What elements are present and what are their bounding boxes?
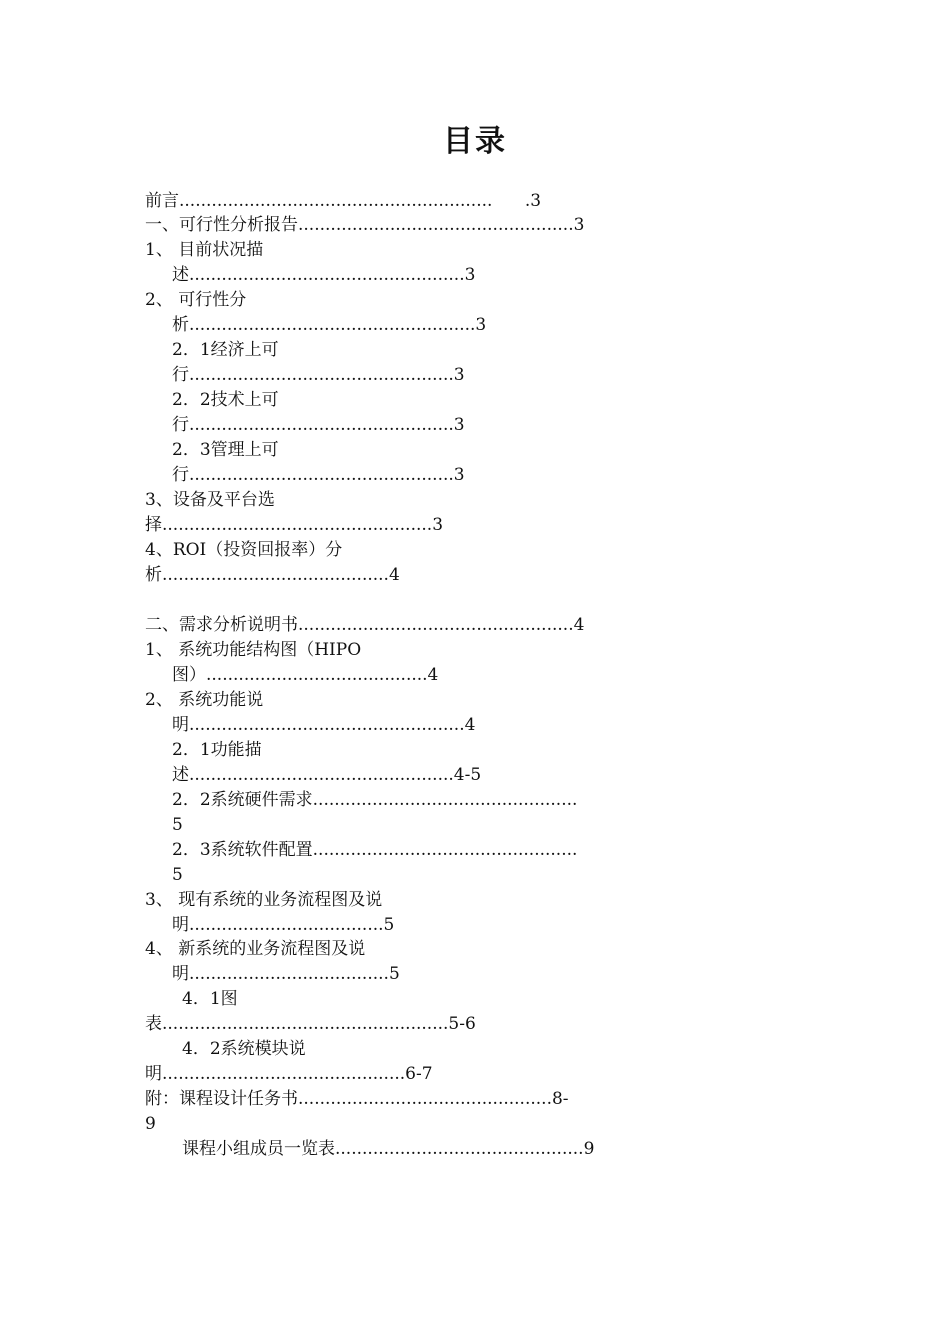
toc-line[interactable]: 2、 系统功能说 (145, 690, 264, 710)
toc-line[interactable]: 行.................................................3 (172, 415, 465, 435)
toc-line[interactable]: 2．3管理上可 (172, 440, 279, 460)
toc-line[interactable]: 明.....................................5 (172, 964, 400, 984)
toc-line[interactable]: 2．1经济上可 (172, 340, 279, 360)
toc-line[interactable]: 析.....................................................3 (172, 315, 487, 335)
toc-line-requirements[interactable]: 二、需求分析说明书...................................................4 (145, 615, 585, 635)
toc-line[interactable]: 4、ROI（投资回报率）分 (145, 540, 343, 560)
toc-line[interactable]: 2．1功能描 (172, 740, 262, 760)
toc-line[interactable]: 明....................................5 (172, 915, 395, 935)
toc-line[interactable]: 析..........................................4 (145, 565, 400, 585)
toc-line[interactable]: 明...................................................4 (172, 715, 476, 735)
page-title: 目录 (443, 124, 507, 159)
toc-line[interactable]: 9 (145, 1114, 156, 1134)
toc-line[interactable]: 1、 目前状况描 (145, 240, 264, 260)
toc-line[interactable]: 行.................................................3 (172, 465, 465, 485)
toc-line[interactable]: 2．2技术上可 (172, 390, 279, 410)
toc-line[interactable]: 2．3系统软件配置................................................. (172, 840, 578, 860)
toc-line-feasibility-report[interactable]: 一、可行性分析报告...................................................3 (145, 215, 585, 235)
toc-line[interactable]: 4、 新系统的业务流程图及说 (145, 939, 366, 959)
toc-line[interactable]: 述.................................................4-5 (172, 765, 482, 785)
toc-line[interactable]: 述...................................................3 (172, 265, 476, 285)
toc-line[interactable]: 3、 现有系统的业务流程图及说 (145, 890, 383, 910)
toc-line[interactable]: 5 (172, 815, 183, 835)
toc-line[interactable]: 4．2系统模块说 (182, 1039, 306, 1059)
toc-line[interactable]: 4．1图 (182, 989, 238, 1009)
toc-line[interactable]: 1、 系统功能结构图（HIPO (145, 640, 362, 660)
toc-line[interactable]: 3、设备及平台选 (145, 490, 275, 510)
toc-line[interactable]: 表.....................................................5-6 (145, 1014, 476, 1034)
toc-line[interactable]: 2．2系统硬件需求................................................. (172, 790, 578, 810)
toc-line[interactable]: 5 (172, 865, 183, 885)
toc-line-appendix[interactable]: 附：课程设计任务书...............................................8- (145, 1089, 569, 1109)
toc-line[interactable]: 行.................................................3 (172, 365, 465, 385)
toc-line[interactable]: 图）.........................................4 (172, 665, 439, 685)
toc-line-team-members[interactable]: 课程小组成员一览表..............................................9 (182, 1139, 595, 1159)
toc-line-preface[interactable]: 前言.......................................................... .3 (145, 191, 542, 211)
toc-line[interactable]: 择..................................................3 (145, 515, 444, 535)
toc-line[interactable]: 2、 可行性分 (145, 290, 247, 310)
toc-line[interactable]: 明.............................................6-7 (145, 1064, 433, 1084)
